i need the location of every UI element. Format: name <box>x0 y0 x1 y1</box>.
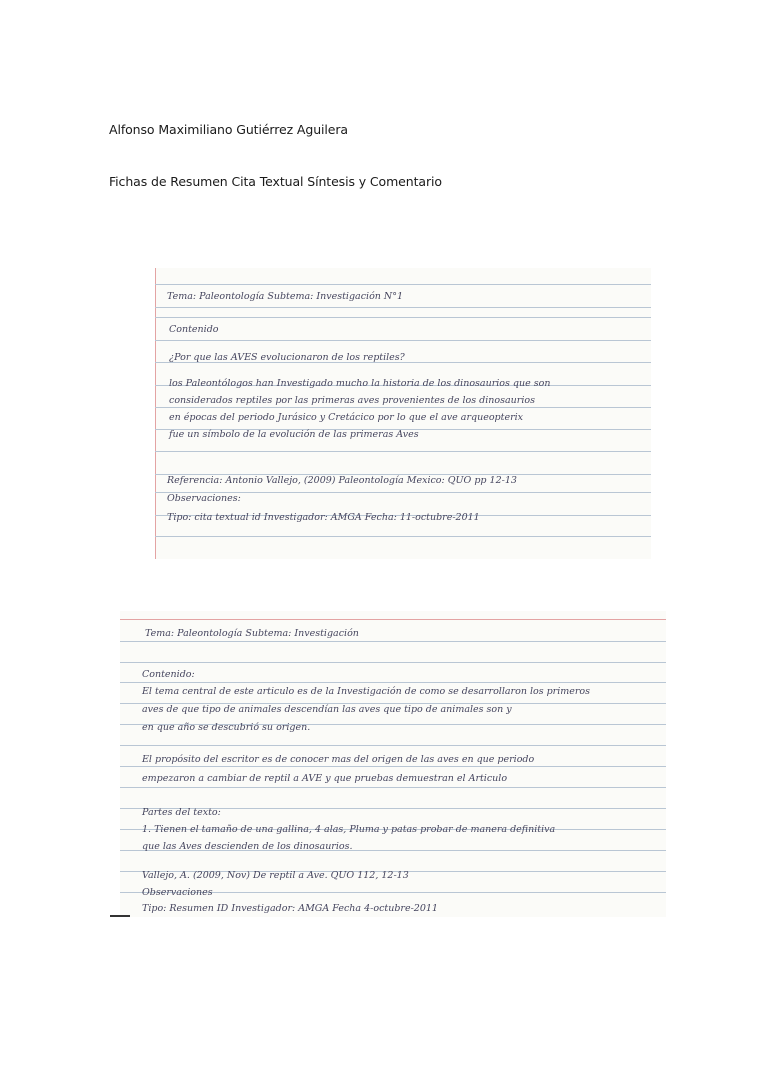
card1-reference: Referencia: Antonio Vallejo, (2009) Paleontología Mexico: QUO pp 12-13 <box>167 475 517 486</box>
card2-body-line: empezaron a cambiar de reptil a AVE y que pruebas demuestran el Articulo <box>142 773 508 784</box>
card1-body-line: fue un símbolo de la evolución de las primeras Aves <box>169 429 419 440</box>
card1-footer: Tipo: cita textual id Investigador: AMGA Fecha: 11-octubre-2011 <box>167 512 480 523</box>
card2-parts-line: 1. Tienen el tamaño de una gallina, 4 alas, Pluma y patas probar de manera definitiva <box>142 824 556 835</box>
author-name: Alfonso Maximiliano Gutiérrez Aguilera <box>109 122 348 137</box>
card1-body-line: en épocas del periodo Jurásico y Cretácico por lo que el ave arqueopterix <box>169 412 524 423</box>
card2-reference: Vallejo, A. (2009, Nov) De reptil a Ave. QUO 112, 12-13 <box>142 870 409 881</box>
card2-body-line: El propósito del escritor es de conocer mas del origen de las aves en que periodo <box>142 754 535 765</box>
document-title: Fichas de Resumen Cita Textual Síntesis y Comentario <box>109 174 442 189</box>
card1-observations: Observaciones: <box>167 493 241 504</box>
card1-content-label: Contenido <box>169 324 219 335</box>
card2-body-line: El tema central de este articulo es de la Investigación de como se desarrollaron los primeros <box>142 686 591 697</box>
card2-header: Tema: Paleontología Subtema: Investigación <box>145 628 359 639</box>
card2-parts-line: que las Aves descienden de los dinosaurios. <box>142 841 353 852</box>
card1-body-line: los Paleontólogos han Investigado mucho la historia de los dinosaurios que son <box>169 378 551 389</box>
summary-card-1 <box>155 268 651 559</box>
card2-content-label: Contenido: <box>142 669 195 680</box>
card1-body-line: considerados reptiles por las primeras aves provenientes de los dinosaurios <box>169 395 535 406</box>
card2-body-line: aves de que tipo de animales descendían las aves que tipo de animales son y <box>142 704 512 715</box>
card2-parts-label: Partes del texto: <box>142 807 221 818</box>
card2-observations: Observaciones <box>142 887 213 898</box>
card2-footer: Tipo: Resumen ID Investigador: AMGA Fecha 4-octubre-2011 <box>142 903 438 914</box>
card-edge-mark <box>110 915 130 917</box>
card2-body-line: en que año se descubrió su origen. <box>142 722 311 733</box>
card1-header: Tema: Paleontología Subtema: Investigación N°1 <box>167 291 404 302</box>
card1-question: ¿Por que las AVES evolucionaron de los reptiles? <box>169 352 405 363</box>
summary-card-2 <box>120 611 666 917</box>
